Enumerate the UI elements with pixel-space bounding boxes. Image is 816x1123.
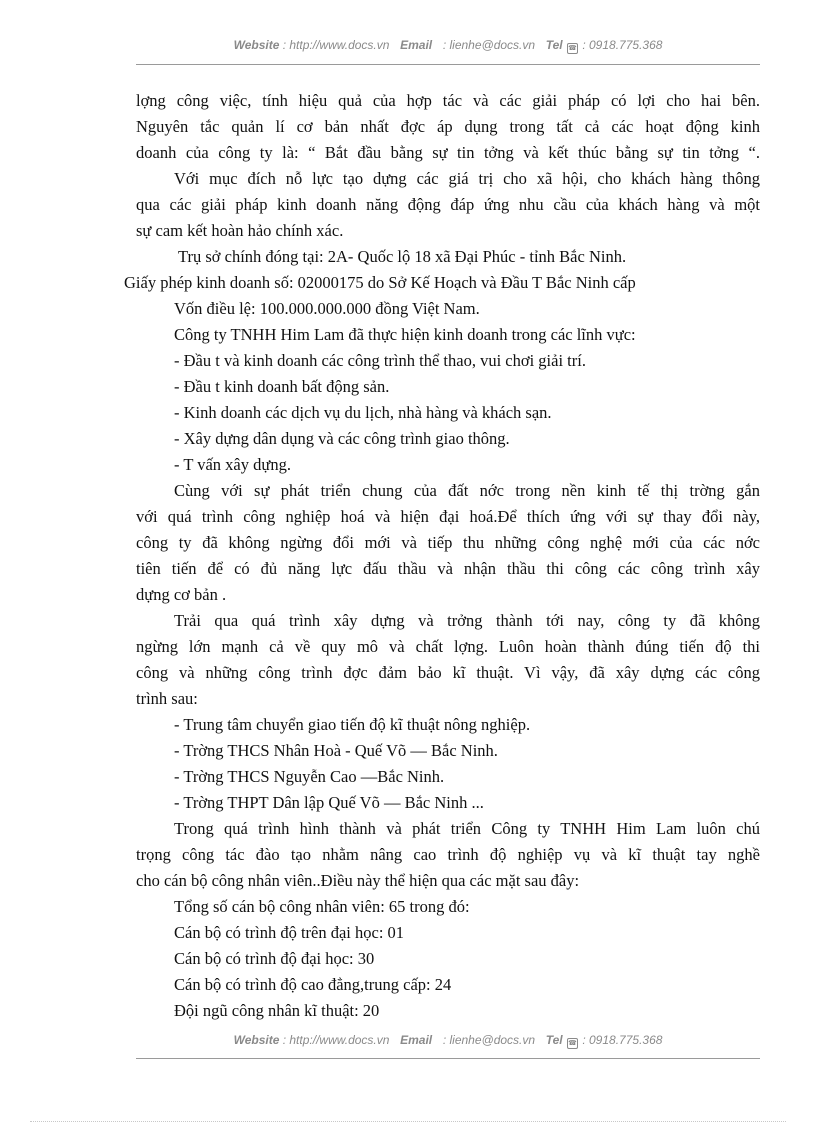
text-line: Trụ sở chính đóng tại: 2A- Quốc lộ 18 xã Đại Phúc - tỉnh Bắc Ninh. <box>178 247 627 266</box>
document-body <box>124 88 760 1024</box>
text-line: - Xây dựng dân dụng và các công trình giao thông. <box>174 429 510 448</box>
text-line: - Trung tâm chuyển giao tiến độ kĩ thuật nông nghiệp. <box>174 715 531 734</box>
header-website-label: Website <box>233 38 280 52</box>
text-line: tiên tiến để có đủ năng lực đấu thầu và nhận thầu thi công các công trình xây <box>136 559 760 578</box>
page-header <box>136 38 760 54</box>
footer-tel-label: Tel <box>545 1033 563 1047</box>
text-line: - Đầu t kinh doanh bất động sản. <box>174 377 390 396</box>
header-tel-value: : 0918.775.368 <box>582 38 663 52</box>
text-line: trình sau: <box>136 689 198 708</box>
footer-divider <box>136 1058 760 1059</box>
page-footer <box>136 1033 760 1049</box>
text-line: Đội ngũ công nhân kĩ thuật: 20 <box>174 1001 380 1020</box>
text-line: - Trờng THCS Nguyễn Cao —Bắc Ninh. <box>174 767 445 786</box>
text-line: Nguyên tắc quản lí cơ bản nhất đợc áp dụng trong tất cả các hoạt động kinh <box>136 117 760 136</box>
footer-website-link[interactable]: : http://www.docs.vn <box>282 1033 390 1047</box>
text-line: lợng công việc, tính hiệu quả của hợp tác và các giải pháp có lợi cho hai bên. <box>136 91 760 110</box>
footer-email-link[interactable]: : lienhe@docs.vn <box>442 1033 536 1047</box>
text-line: - T vấn xây dựng. <box>174 455 291 474</box>
footer-tel-value: : 0918.775.368 <box>582 1033 663 1047</box>
text-line: ngừng lớn mạnh cả về quy mô và chất lợng. Luôn hoàn thành đúng tiến độ thi <box>136 637 760 656</box>
text-line: với quá trình công nghiệp hoá và hiện đại hoá.Để thích ứng với sự thay đổi này, <box>136 507 760 526</box>
text-line: Giấy phép kinh doanh số: 02000175 do Sở Kế Hoạch và Đầu T Bắc Ninh cấp <box>124 273 636 292</box>
text-line: công ty đã không ngừng đổi mới và tiếp thu những công nghệ mới của các nớc <box>136 533 760 552</box>
text-line: dựng cơ bản . <box>136 585 227 604</box>
text-line: Công ty TNHH Him Lam đã thực hiện kinh doanh trong các lĩnh vực: <box>174 325 636 344</box>
text-line: Cán bộ có trình độ trên đại học: 01 <box>174 923 405 942</box>
header-email-label: Email <box>400 38 433 52</box>
text-line: Cùng với sự phát triển chung của đất nớc trong nền kinh tế thị trờng gắn <box>174 481 760 500</box>
text-line: Cán bộ có trình độ cao đẳng,trung cấp: 24 <box>174 975 452 994</box>
text-line: trọng công tác đào tạo nhằm nâng cao trình độ nghiệp vụ và kĩ thuật tay nghề <box>136 845 760 864</box>
text-line: sự cam kết hoàn hảo chính xác. <box>136 221 344 240</box>
text-line: Cán bộ có trình độ đại học: 30 <box>174 949 375 968</box>
phone-icon: ☎ <box>568 1040 577 1047</box>
text-line: Với mục đích nỗ lực tạo dựng các giá trị cho xã hội, cho khách hàng thông <box>174 169 760 188</box>
text-line: - Đầu t và kinh doanh các công trình thể thao, vui chơi giải trí. <box>174 351 586 370</box>
text-line: Vốn điều lệ: 100.000.000.000 đồng Việt Nam. <box>174 299 480 318</box>
text-line: công và những công trình đợc đảm bảo kĩ thuật. Vì vậy, đã xây dựng các công <box>136 663 760 682</box>
phone-icon: ☎ <box>568 45 577 52</box>
text-line: Trải qua quá trình xây dựng và trởng thành tới nay, công ty đã không <box>174 611 760 630</box>
header-tel-label: Tel <box>545 38 563 52</box>
text-line: Trong quá trình hình thành và phát triển Công ty TNHH Him Lam luôn chú <box>174 819 760 838</box>
header-divider <box>136 64 760 65</box>
footer-email-label: Email <box>400 1033 433 1047</box>
text-line: Tổng số cán bộ công nhân viên: 65 trong đó: <box>174 897 470 916</box>
page-bottom-dotted-line <box>30 1121 786 1122</box>
header-website-link[interactable]: : http://www.docs.vn <box>282 38 390 52</box>
text-line: - Trờng THCS Nhân Hoà - Quế Võ — Bắc Ninh. <box>174 741 498 760</box>
text-line: - Kinh doanh các dịch vụ du lịch, nhà hàng và khách sạn. <box>174 403 552 422</box>
text-line: qua các giải pháp kinh doanh năng động đáp ứng nhu cầu của khách hàng và một <box>136 195 760 214</box>
footer-website-label: Website <box>233 1033 280 1047</box>
header-email-link[interactable]: : lienhe@docs.vn <box>442 38 536 52</box>
text-line: doanh của công ty là: “ Bắt đầu bằng sự tin tởng và kết thúc bằng sự tin tởng “. <box>136 143 760 162</box>
text-line: cho cán bộ công nhân viên..Điều này thể hiện qua các mặt sau đây: <box>136 871 580 890</box>
text-line: - Trờng THPT Dân lập Quế Võ — Bắc Ninh ... <box>174 793 484 812</box>
